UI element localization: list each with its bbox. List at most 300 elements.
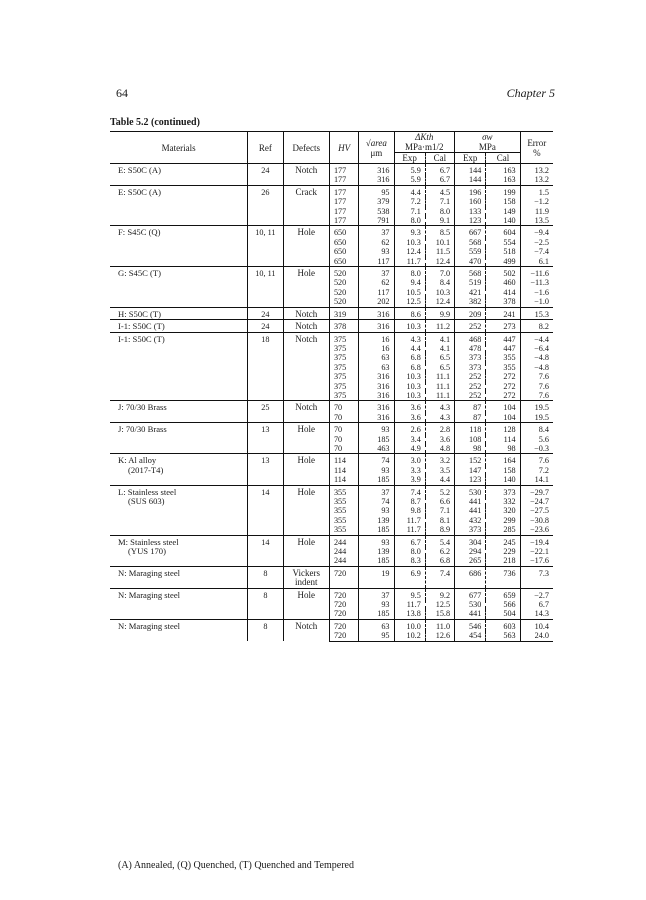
cell-dk-cal: 8.4 <box>425 278 454 287</box>
cell-error: −6.4 <box>534 343 549 353</box>
header-sigma-cal: Cal <box>486 153 520 164</box>
cell-dk-exp: 3.9 <box>394 475 425 485</box>
material-name: E: S50C (A) <box>118 186 161 197</box>
cell-sigma-cal: 659 <box>486 588 520 600</box>
cell-material <box>110 164 248 186</box>
defect-type: Hole <box>297 486 315 497</box>
cell-hv: 650 <box>329 257 358 267</box>
cell-sigma-cal: 504 <box>486 609 520 619</box>
cell-error: 19.5 <box>520 401 553 413</box>
cell-dk-exp: 10.3 <box>394 320 425 332</box>
page-number: 64 <box>116 86 128 100</box>
header-defects: Defects <box>283 132 329 164</box>
cell-error: 11.9 <box>534 206 549 216</box>
cell-error: 15.3 <box>520 307 553 319</box>
cell-area: 316 <box>359 401 394 413</box>
table-row <box>110 566 553 588</box>
cell-sigma-exp: 123 <box>455 475 486 485</box>
cell-dk-cal: 4.1 <box>425 332 454 344</box>
cell-area: 95 <box>359 631 394 641</box>
cell-sigma-cal: 447 <box>486 332 520 344</box>
defect-type: Notch <box>295 308 318 319</box>
cell-ref: 8 <box>248 588 283 619</box>
cell-dk-exp: 4.9 <box>394 444 425 454</box>
header-error <box>520 132 553 164</box>
cell-sigma-exp: 441 <box>455 609 486 619</box>
chapter-label: Chapter 5 <box>506 86 555 100</box>
table-row <box>110 535 553 547</box>
defect-type: Notch <box>295 321 318 332</box>
cell-sigma-exp: 252 <box>455 320 486 332</box>
cell-area: 93 <box>359 423 394 435</box>
cell-hv: 70 <box>329 413 358 423</box>
cell-sigma-exp: 568 <box>455 267 486 279</box>
cell-area: 74 <box>359 497 394 506</box>
cell-dk-exp: 7.2 <box>394 197 425 206</box>
cell-dk-exp: 11.7 <box>394 600 425 609</box>
material-name: H: S50C (T) <box>118 308 161 319</box>
cell-dk-cal: 11.2 <box>425 320 454 332</box>
defect-type: Notch <box>295 333 318 344</box>
cell-error: −1.6 <box>534 287 549 297</box>
cell-sigma-cal: 272 <box>486 372 520 381</box>
cell-sigma-cal: 332 <box>486 497 520 506</box>
cell-dk-exp: 9.8 <box>394 506 425 515</box>
material-name: I-1: S50C (T) <box>118 321 165 332</box>
cell-dk-exp: 9.3 <box>394 226 425 238</box>
cell-dk-exp: 9.4 <box>394 278 425 287</box>
cell-error: 6.7 <box>538 600 549 610</box>
table-body <box>110 164 553 642</box>
header-error-unit: % <box>533 147 541 158</box>
cell-ref: 14 <box>248 485 283 535</box>
cell-hv: 355 <box>329 516 358 525</box>
cell-hv: 244 <box>329 535 358 547</box>
cell-area: 202 <box>359 297 394 307</box>
cell-hv: 375 <box>329 372 358 381</box>
cell-dk-cal: 8.0 <box>425 207 454 216</box>
cell-hv: 70 <box>329 435 358 444</box>
material-name: K: Al alloy <box>118 455 157 466</box>
cell-sigma-cal: 164 <box>486 454 520 466</box>
header-sigma-exp: Exp <box>455 153 486 164</box>
cell-ref: 24 <box>248 307 283 319</box>
cell-defect <box>283 267 329 308</box>
cell-sigma-cal: 140 <box>486 216 520 226</box>
cell-sigma-exp: 98 <box>455 444 486 454</box>
cell-area: 63 <box>359 619 394 631</box>
cell-defect <box>283 485 329 535</box>
cell-dk-cal: 4.4 <box>425 475 454 485</box>
cell-area: 538 <box>359 207 394 216</box>
cell-error: −2.7 <box>520 588 553 600</box>
cell-dk-cal: 4.1 <box>425 344 454 353</box>
cell-error: −27.5 <box>530 506 549 516</box>
cell-area: 37 <box>359 267 394 279</box>
header-dk-cal: Cal <box>425 153 454 164</box>
cell-hv: 520 <box>329 288 358 297</box>
defect-type: Notch <box>295 402 318 413</box>
material-name: N: Maraging steel <box>118 567 181 578</box>
cell-sigma-cal: 299 <box>486 516 520 525</box>
cell-dk-cal: 6.8 <box>425 556 454 566</box>
cell-sigma-cal: 447 <box>486 344 520 353</box>
cell-hv: 70 <box>329 423 358 435</box>
cell-sigma-cal: 378 <box>486 297 520 307</box>
cell-sigma-cal: 355 <box>486 363 520 372</box>
cell-defect <box>283 535 329 566</box>
cell-dk-cal: 3.5 <box>425 466 454 475</box>
header-materials: Materials <box>110 132 248 164</box>
cell-error: −2.5 <box>534 237 549 247</box>
cell-dk-cal: 8.9 <box>425 525 454 535</box>
cell-area: 316 <box>359 307 394 319</box>
cell-ref: 24 <box>248 164 283 186</box>
cell-error: −29.7 <box>520 485 553 497</box>
cell-sigma-cal: 218 <box>486 556 520 566</box>
cell-hv: 375 <box>329 353 358 362</box>
cell-hv: 355 <box>329 525 358 535</box>
cell-sigma-cal: 285 <box>486 525 520 535</box>
cell-sigma-exp: 252 <box>455 391 486 401</box>
cell-dk-cal: 6.5 <box>425 353 454 362</box>
cell-defect <box>283 401 329 423</box>
cell-dk-exp: 6.8 <box>394 363 425 372</box>
cell-dk-cal: 6.5 <box>425 363 454 372</box>
material-name: L: Stainless steel <box>118 486 177 497</box>
cell-area: 95 <box>359 185 394 197</box>
cell-sigma-cal: 149 <box>486 207 520 216</box>
cell-area: 316 <box>359 382 394 391</box>
defect-type: Vickers <box>292 567 320 578</box>
cell-ref: 25 <box>248 401 283 423</box>
cell-dk-cal: 3.2 <box>425 454 454 466</box>
cell-sigma-exp: 252 <box>455 372 486 381</box>
cell-area: 379 <box>359 197 394 206</box>
cell-sigma-exp: 87 <box>455 401 486 413</box>
table-row <box>110 185 553 197</box>
cell-sigma-cal: 273 <box>486 320 520 332</box>
cell-error: −11.6 <box>520 267 553 279</box>
cell-sigma-cal: 563 <box>486 631 520 641</box>
cell-sigma-cal: 163 <box>486 164 520 176</box>
cell-defect <box>283 320 329 332</box>
cell-area: 185 <box>359 525 394 535</box>
header-dk-label: ΔKth <box>415 132 434 142</box>
cell-sigma-exp: 568 <box>455 238 486 247</box>
cell-area: 316 <box>359 372 394 381</box>
cell-dk-exp: 8.0 <box>394 216 425 226</box>
cell-error: −24.7 <box>530 497 549 506</box>
cell-sigma-exp: 133 <box>455 207 486 216</box>
material-name: G: S45C (T) <box>118 268 161 279</box>
cell-dk-exp: 12.4 <box>394 247 425 256</box>
cell-dk-exp: 8.7 <box>394 497 425 506</box>
cell-dk-exp: 9.5 <box>394 588 425 600</box>
cell-dk-cal: 7.1 <box>425 197 454 206</box>
cell-material <box>110 401 248 423</box>
material-name: F: S45C (Q) <box>118 227 161 238</box>
cell-sigma-exp: 373 <box>455 525 486 535</box>
cell-area: 185 <box>359 475 394 485</box>
cell-hv: 375 <box>329 363 358 372</box>
defect-type: Notch <box>295 620 318 631</box>
cell-dk-cal: 12.4 <box>425 257 454 267</box>
cell-defect <box>283 423 329 454</box>
table-caption: Table 5.2 (continued) <box>110 117 200 128</box>
cell-sigma-cal: 245 <box>486 535 520 547</box>
cell-sigma-exp: 478 <box>455 344 486 353</box>
cell-sigma-cal: 128 <box>486 423 520 435</box>
cell-dk-exp: 6.7 <box>394 535 425 547</box>
cell-ref: 8 <box>248 619 283 641</box>
cell-dk-exp: 10.5 <box>394 288 425 297</box>
cell-dk-cal: 11.0 <box>425 619 454 631</box>
cell-sigma-exp: 677 <box>455 588 486 600</box>
cell-sigma-exp: 421 <box>455 288 486 297</box>
cell-ref: 13 <box>248 423 283 454</box>
cell-dk-cal: 11.1 <box>425 382 454 391</box>
cell-hv: 114 <box>329 466 358 475</box>
header-area-unit: μm <box>370 147 383 158</box>
cell-area: 117 <box>359 257 394 267</box>
cell-sigma-exp: 252 <box>455 382 486 391</box>
header-area <box>359 132 394 164</box>
cell-dk-cal: 15.8 <box>425 609 454 619</box>
cell-hv: 177 <box>329 216 358 226</box>
table-row <box>110 454 553 466</box>
cell-hv: 720 <box>329 588 358 600</box>
cell-dk-cal: 11.5 <box>425 247 454 256</box>
cell-hv: 520 <box>329 267 358 279</box>
cell-error: −4.4 <box>520 332 553 344</box>
cell-material <box>110 566 248 588</box>
cell-material <box>110 535 248 566</box>
cell-ref: 24 <box>248 320 283 332</box>
cell-hv: 70 <box>329 401 358 413</box>
cell-material <box>110 332 248 401</box>
cell-ref: 10, 11 <box>248 226 283 267</box>
cell-hv: 244 <box>329 547 358 556</box>
defect-type: Hole <box>297 536 315 547</box>
cell-sigma-exp: 441 <box>455 506 486 515</box>
cell-dk-exp: 12.5 <box>394 297 425 307</box>
cell-defect <box>283 588 329 619</box>
cell-error: −7.4 <box>534 247 549 257</box>
header-area-label: √area <box>365 137 387 148</box>
cell-sigma-exp: 468 <box>455 332 486 344</box>
material-name: I-1: S50C (T) <box>118 333 165 344</box>
cell-error: 14.1 <box>534 475 549 485</box>
cell-material <box>110 320 248 332</box>
cell-dk-exp: 4.3 <box>394 332 425 344</box>
cell-dk-cal: 2.8 <box>425 423 454 435</box>
cell-material <box>110 588 248 619</box>
cell-dk-exp: 8.3 <box>394 556 425 566</box>
cell-area: 316 <box>359 320 394 332</box>
cell-dk-cal: 11.1 <box>425 372 454 381</box>
cell-hv: 720 <box>329 619 358 631</box>
cell-hv: 177 <box>329 197 358 206</box>
cell-hv: 650 <box>329 238 358 247</box>
cell-area: 316 <box>359 413 394 423</box>
cell-sigma-exp: 87 <box>455 413 486 423</box>
header-sigma-label: σw <box>482 132 493 142</box>
cell-area: 93 <box>359 600 394 609</box>
cell-material <box>110 619 248 641</box>
cell-dk-exp: 3.3 <box>394 466 425 475</box>
cell-dk-cal: 4.8 <box>425 444 454 454</box>
cell-dk-cal: 12.5 <box>425 600 454 609</box>
cell-hv: 650 <box>329 247 358 256</box>
table-row <box>110 588 553 600</box>
cell-sigma-exp: 123 <box>455 216 486 226</box>
cell-sigma-cal: 114 <box>486 435 520 444</box>
cell-dk-cal: 12.4 <box>425 297 454 307</box>
cell-sigma-cal: 158 <box>486 466 520 475</box>
cell-area: 316 <box>359 164 394 176</box>
cell-dk-exp: 10.3 <box>394 238 425 247</box>
cell-error: 19.5 <box>534 412 549 422</box>
cell-dk-exp: 4.4 <box>394 185 425 197</box>
cell-ref: 26 <box>248 185 283 226</box>
header-error-label: Error <box>527 137 547 148</box>
cell-error: 7.6 <box>538 372 549 382</box>
cell-sigma-cal: 736 <box>486 566 520 588</box>
cell-sigma-cal: 518 <box>486 247 520 256</box>
cell-error: 6.1 <box>538 256 549 266</box>
cell-hv: 177 <box>329 185 358 197</box>
cell-sigma-exp: 144 <box>455 175 486 185</box>
cell-defect <box>283 332 329 401</box>
cell-dk-exp: 10.0 <box>394 619 425 631</box>
table-row <box>110 307 553 319</box>
cell-sigma-exp: 559 <box>455 247 486 256</box>
cell-error: 7.2 <box>538 465 549 475</box>
material-designation: (SUS 603) <box>128 496 165 506</box>
cell-error: 7.6 <box>538 381 549 391</box>
cell-area: 185 <box>359 435 394 444</box>
cell-sigma-cal: 604 <box>486 226 520 238</box>
cell-dk-cal: 4.5 <box>425 185 454 197</box>
cell-sigma-cal: 229 <box>486 547 520 556</box>
cell-hv: 720 <box>329 609 358 619</box>
cell-dk-exp: 11.7 <box>394 257 425 267</box>
header-sigma <box>455 132 521 153</box>
header-sigma-unit: MPa <box>478 142 496 152</box>
cell-material <box>110 423 248 454</box>
cell-area: 316 <box>359 175 394 185</box>
cell-error: 8.2 <box>520 320 553 332</box>
cell-hv: 177 <box>329 164 358 176</box>
cell-hv: 319 <box>329 307 358 319</box>
cell-sigma-exp: 147 <box>455 466 486 475</box>
cell-defect <box>283 454 329 485</box>
cell-defect <box>283 185 329 226</box>
cell-sigma-cal: 502 <box>486 267 520 279</box>
cell-dk-exp: 7.1 <box>394 207 425 216</box>
cell-area: 37 <box>359 588 394 600</box>
defect-type: Hole <box>297 455 315 466</box>
cell-sigma-exp: 454 <box>455 631 486 641</box>
cell-sigma-exp: 196 <box>455 185 486 197</box>
cell-area: 185 <box>359 609 394 619</box>
cell-error: 14.3 <box>534 609 549 619</box>
material-designation: (2017-T4) <box>128 464 164 475</box>
cell-hv: 720 <box>329 600 358 609</box>
cell-dk-exp: 4.4 <box>394 344 425 353</box>
table-row <box>110 401 553 413</box>
data-table <box>110 131 553 642</box>
header-hv: HV <box>329 132 358 164</box>
cell-sigma-exp: 160 <box>455 197 486 206</box>
cell-dk-exp: 8.0 <box>394 547 425 556</box>
cell-dk-exp: 5.9 <box>394 175 425 185</box>
cell-defect <box>283 619 329 641</box>
cell-defect <box>283 566 329 588</box>
cell-dk-exp: 6.8 <box>394 353 425 362</box>
cell-dk-exp: 11.7 <box>394 525 425 535</box>
cell-sigma-cal: 460 <box>486 278 520 287</box>
cell-dk-cal: 4.3 <box>425 413 454 423</box>
defect-type: Notch <box>295 165 318 175</box>
cell-sigma-exp: 144 <box>455 164 486 176</box>
cell-hv: 375 <box>329 382 358 391</box>
material-name: E: S50C (A) <box>118 165 161 175</box>
cell-dk-cal: 3.6 <box>425 435 454 444</box>
table-row <box>110 320 553 332</box>
cell-error: −1.0 <box>534 297 549 307</box>
cell-sigma-cal: 199 <box>486 185 520 197</box>
cell-area: 93 <box>359 535 394 547</box>
cell-sigma-cal: 373 <box>486 485 520 497</box>
cell-material <box>110 185 248 226</box>
cell-area: 37 <box>359 226 394 238</box>
cell-error: −30.8 <box>530 515 549 525</box>
cell-ref: 13 <box>248 454 283 485</box>
cell-error: 24.0 <box>520 631 553 641</box>
table-row <box>110 485 553 497</box>
cell-sigma-cal: 320 <box>486 506 520 515</box>
cell-dk-exp: 2.6 <box>394 423 425 435</box>
header-dk-unit: MPa·m1/2 <box>405 142 444 152</box>
header-ref: Ref <box>248 132 283 164</box>
cell-sigma-exp: 304 <box>455 535 486 547</box>
cell-hv: 114 <box>329 454 358 466</box>
cell-hv: 520 <box>329 297 358 307</box>
cell-sigma-cal: 272 <box>486 382 520 391</box>
cell-dk-cal: 5.2 <box>425 485 454 497</box>
cell-hv: 244 <box>329 556 358 566</box>
cell-dk-cal: 10.1 <box>425 238 454 247</box>
cell-sigma-exp: 382 <box>455 297 486 307</box>
cell-sigma-cal: 499 <box>486 257 520 267</box>
cell-material <box>110 307 248 319</box>
cell-error: −4.8 <box>534 353 549 363</box>
cell-ref: 18 <box>248 332 283 401</box>
cell-area: 791 <box>359 216 394 226</box>
cell-sigma-cal: 554 <box>486 238 520 247</box>
defect-type-line2: indent <box>295 577 318 588</box>
cell-sigma-exp: 519 <box>455 278 486 287</box>
table-row <box>110 267 553 279</box>
cell-ref: 10, 11 <box>248 267 283 308</box>
cell-ref: 8 <box>248 566 283 588</box>
cell-error: −22.1 <box>530 547 549 557</box>
cell-sigma-cal: 603 <box>486 619 520 631</box>
cell-dk-cal: 9.1 <box>425 216 454 226</box>
cell-material <box>110 485 248 535</box>
